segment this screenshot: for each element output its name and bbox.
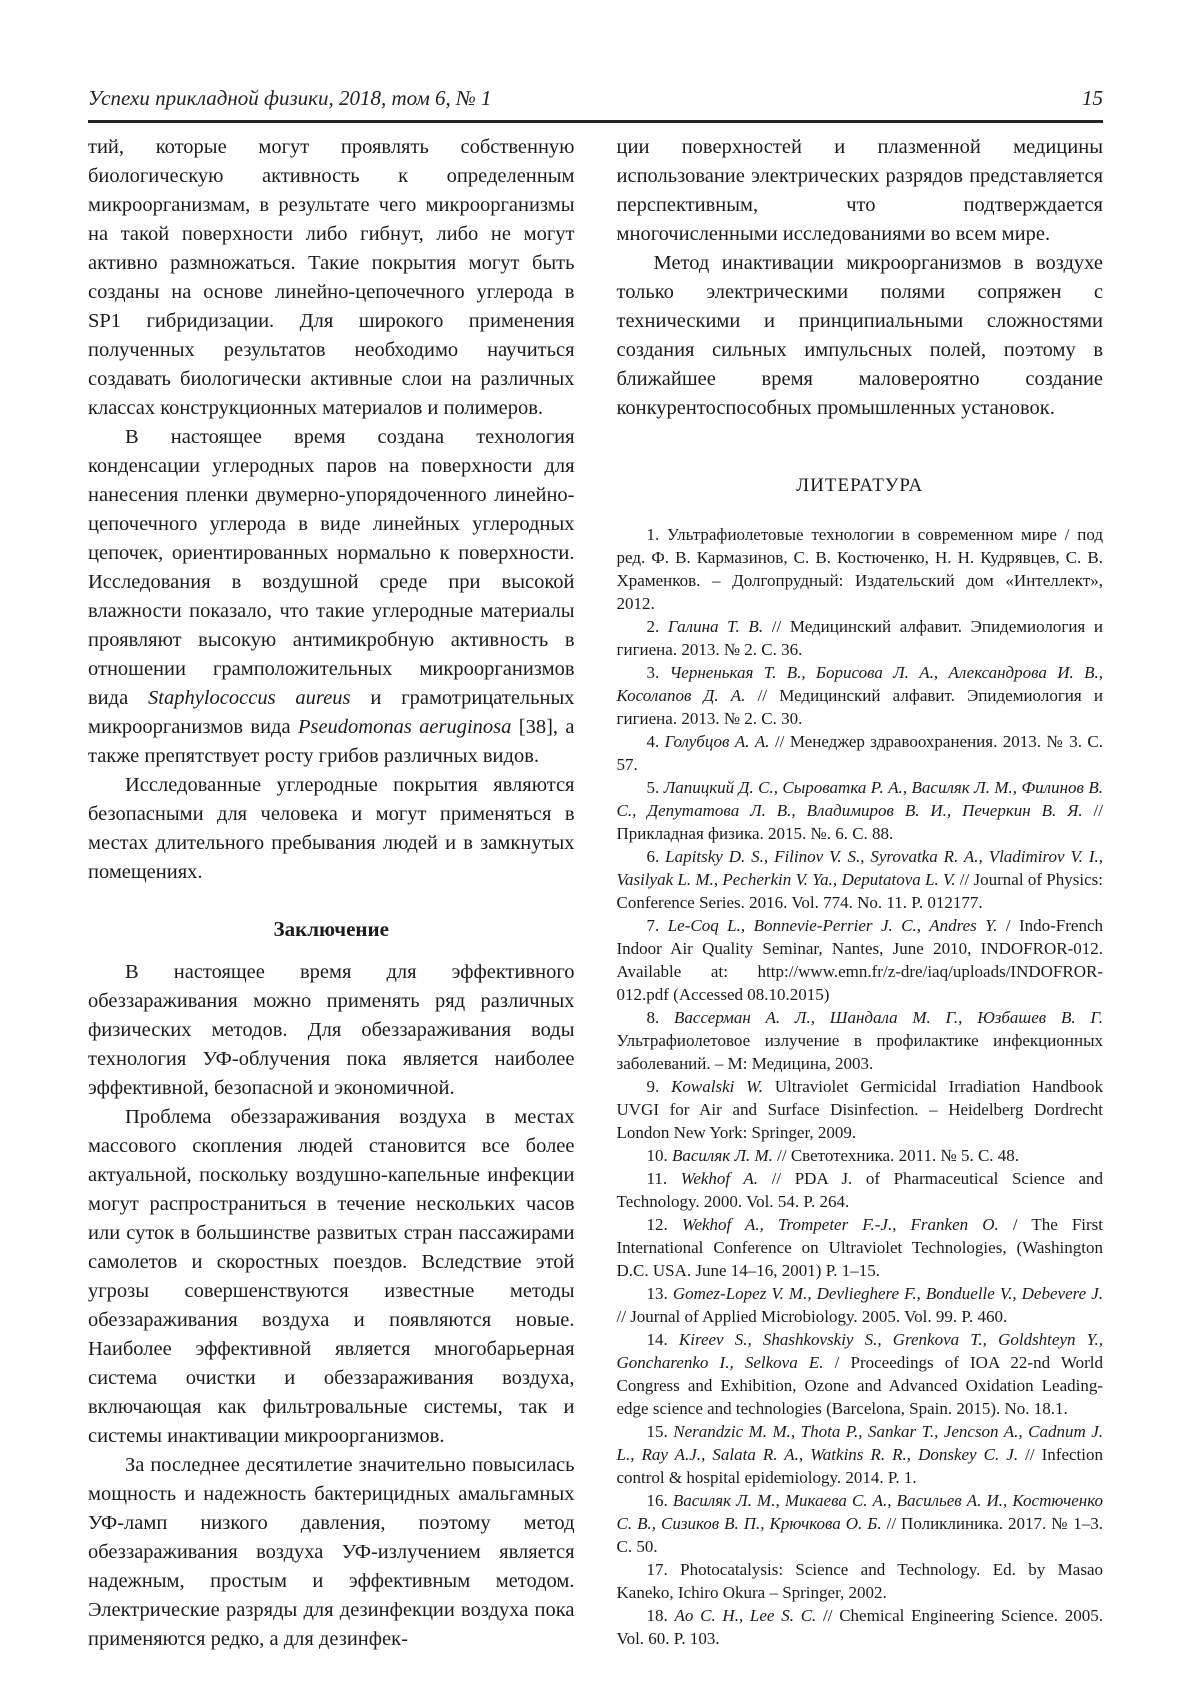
- italic-run: Вассерман А. Л., Шандала М. Г., Юзбашев В. Г.: [674, 1008, 1104, 1027]
- italic-run: Василяк Л. М., Микаева С. А., Васильев А. И., Костюченко С. В., Сизиков В. П., Крючкова О. Б.: [616, 1491, 1104, 1533]
- italic-run: Lapitsky D. S., Filinov V. S., Syrovatka R. A., Vladimirov V. I., Vasilyak L. M., Pecherkin V. Ya., Deputatova L. V.: [616, 847, 1103, 889]
- paragraph: В настоящее время создана технология конденсации углеродных паров на поверхности для нанесения пленки двумерно-упорядоченного линейно-цепочечного углерода в виде линейных углеродных цепочек, ориентированных нормально к поверхности. Исследования в воздушной среде при высокой влажности показало, что такие углеродные материалы проявляют высокую антимикробную активность в отношении грамположительных микроорганизмов вида Staphylococcus aureus и грамотрицательных микроорганизмов вида Pseudomonas aeruginosa [38], а также препятствует росту грибов различных видов.: [88, 426, 575, 767]
- italic-run: Галина Т. В.: [667, 617, 764, 636]
- reference-item: 7. Le-Coq L., Bonnevie-Perrier J. C., Andres Y. / Indo-French Indoor Air Quality Seminar, Nantes, June 2010, INDOFROR-012. Available at: http://www.emn.fr/z-dre/iaq/uploads/INDOFROR-012.pdf (Accessed 08.10.2015): [616, 916, 1103, 1004]
- italic-run: Wekhof A.: [680, 1169, 759, 1188]
- reference-item: 1. Ультрафиолетовые технологии в современном мире / под ред. Ф. В. Кармазинов, С. В. Костюченко, Н. Н. Кудрявцев, С. В. Храменков. – Долгопрудный: Издательский дом «Интеллект», 2012.: [616, 525, 1103, 613]
- page-number: 15: [1082, 86, 1103, 110]
- reference-item: 10. Василяк Л. М. // Светотехника. 2011. № 5. С. 48.: [646, 1146, 1020, 1165]
- reference-item: 15. Nerandzic M. M., Thota P., Sankar T., Jencson A., Cadnum J. L., Ray A.J., Salata R. A., Watkins R. R., Donskey C. J. // Infection control & hospital epidemiology. 2014. P. 1.: [616, 1422, 1103, 1487]
- paragraph: Метод инактивации микроорганизмов в воздухе только электрическими полями сопряжен с техническими и принципиальными сложностями создания сильных импульсных полей, поэтому в ближайшее время маловероятно создание конкурентоспособных промышленных установок.: [616, 252, 1103, 419]
- italic-run: Голубцов А. А.: [664, 732, 770, 751]
- italic-run: Nerandzic M. M., Thota P., Sankar T., Jencson A., Cadnum J. L., Ray A.J., Salata R. A., Watkins R. R., Donskey C. J.: [616, 1422, 1103, 1464]
- italic-run: Pseudomonas aeruginosa: [297, 716, 512, 738]
- reference-item: 16. Василяк Л. М., Микаева С. А., Васильев А. И., Костюченко С. В., Сизиков В. П., Крючкова О. Б. // Поликлиника. 2017. № 1–3. С. 50.: [616, 1491, 1104, 1556]
- reference-item: 4. Голубцов А. А. // Менеджер здравоохранения. 2013. № 3. С. 57.: [616, 732, 1104, 774]
- literature-heading: ЛИТЕРАТУРА: [796, 475, 924, 496]
- reference-item: 8. Вассерман А. Л., Шандала М. Г., Юзбашев В. Г. Ультрафиолетовое излучение в профилактике инфекционных заболеваний. – М: Медицина, 2003.: [616, 1008, 1104, 1073]
- italic-run: Gomez-Lopez V. M., Devlieghere F., Bonduelle V., Debevere J.: [672, 1284, 1104, 1303]
- paragraph: Исследованные углеродные покрытия являются безопасными для человека и могут применяться в местах длительного пребывания людей и в замкнутых помещениях.: [88, 774, 575, 883]
- italic-run: Kireev S., Shashkovskiy S., Grenkova T., Goldshteyn Y., Goncharenko I., Selkova E.: [616, 1330, 1104, 1372]
- reference-item: 14. Kireev S., Shashkovskiy S., Grenkova T., Goldshteyn Y., Goncharenko I., Selkova E. / Proceedings of IOA 22-nd World Congress and Exhibition, Ozone and Advanced Oxidation Leading-edge science and technologies (Barcelona, Spain. 2015). No. 18.1.: [616, 1330, 1104, 1418]
- journal-title: Успехи прикладной физики, 2018, том 6, № 1: [88, 86, 492, 110]
- reference-item: 18. Ao C. H., Lee S. C. // Chemical Engineering Science. 2005. Vol. 60. P. 103.: [616, 1606, 1103, 1648]
- section-heading: Заключение: [273, 917, 389, 941]
- reference-item: 13. Gomez-Lopez V. M., Devlieghere F., Bonduelle V., Debevere J. // Journal of Applied Microbiology. 2005. Vol. 99. P. 460.: [616, 1284, 1104, 1326]
- reference-item: 9. Kowalski W. Ultraviolet Germicidal Irradiation Handbook UVGI for Air and Surface Disinfection. – Heidelberg Dordrecht London New York: Springer, 2009.: [616, 1077, 1104, 1142]
- italic-run: Ao C. H., Lee S. C.: [674, 1606, 817, 1625]
- reference-item: 11. Wekhof A. // PDA J. of Pharmaceutical Science and Technology. 2000. Vol. 54. P. 264.: [616, 1169, 1103, 1211]
- paragraph: тий, которые могут проявлять собственную биологическую активность к определенным микроорганизмам, в результате чего микроорганизмы на такой поверхности либо гибнут, либо не могут активно размножаться. Такие покрытия могут быть созданы на основе линейно-цепочечного углерода в SP1 гибридизации. Для широкого применения полученных результатов необходимо научиться создавать биологически активные слои на различных классах конструкционных материалов и полимеров.: [88, 136, 575, 419]
- italic-run: Kowalski W.: [671, 1077, 764, 1096]
- reference-item: 2. Галина Т. В. // Медицинский алфавит. Эпидемиология и гигиена. 2013. № 2. С. 36.: [616, 617, 1103, 659]
- two-column-body: [88, 133, 1103, 1654]
- paragraph: ции поверхностей и плазменной медицины использование электрических разрядов представляется перспективным, что подтверждается многочисленными исследованиями во всем мире.: [616, 136, 1103, 245]
- paragraph: В настоящее время для эффективного обеззараживания можно применять ряд различных физических методов. Для обеззараживания воды технология УФ-облучения пока является наиболее эффективной, безопасной и экономичной.: [88, 961, 575, 1099]
- paragraph: Проблема обеззараживания воздуха в местах массового скопления людей становится все более актуальной, поскольку воздушно-капельные инфекции могут распространиться в течение нескольких часов или суток в большинстве развитых стран пассажирами самолетов и скоростных поездов. Вследствие этой угрозы совершенствуются известные методы обеззараживания воздуха и появляются новые. Наиболее эффективной является многобарьерная система очистки и обеззараживания воздуха, включающая как фильтровальные системы, так и системы инактивации микроорганизмов.: [88, 1106, 575, 1447]
- italic-run: Лапицкий Д. С., Сыроватка Р. А., Василяк Л. М., Филинов В. С., Депутатова Л. В., Владимиров В. И., Печеркин В. Я.: [616, 778, 1103, 820]
- reference-item: 6. Lapitsky D. S., Filinov V. S., Syrovatka R. A., Vladimirov V. I., Vasilyak L. M., Pecherkin V. Ya., Deputatova L. V. // Journal of Physics: Conference Series. 2016. Vol. 774. No. 11. P. 012177.: [616, 847, 1103, 912]
- reference-item: 5. Лапицкий Д. С., Сыроватка Р. А., Василяк Л. М., Филинов В. С., Депутатова Л. В., Владимиров В. И., Печеркин В. Я. // Прикладная физика. 2015. №. 6. С. 88.: [616, 778, 1104, 843]
- paragraph: За последнее десятилетие значительно повысилась мощность и надежность бактерицидных амальгамных УФ-ламп низкого давления, поэтому метод обеззараживания воздуха УФ-излучением является надежным, простым и эффективным методом. Электрические разряды для дезинфекции воздуха пока применяются редко, а для дезинфек-: [88, 1454, 575, 1650]
- left-column: [88, 133, 575, 1654]
- reference-item: 3. Черненькая Т. В., Борисова Л. А., Александрова И. В., Косолапов Д. А. // Медицинский алфавит. Эпидемиология и гигиена. 2013. № 2. С. 30.: [616, 663, 1103, 728]
- right-column: [617, 133, 1104, 1654]
- italic-run: Черненькая Т. В., Борисова Л. А., Александрова И. В., Косолапов Д. А.: [616, 663, 1103, 705]
- reference-item: 12. Wekhof A., Trompeter F.-J., Franken O. / The First International Conference on Ultraviolet Technologies, (Washington D.C. USA. June 14–16, 2001) P. 1–15.: [616, 1215, 1104, 1280]
- reference-item: 17. Photocatalysis: Science and Technology. Ed. by Masao Kaneko, Ichiro Okura – Springer, 2002.: [616, 1560, 1103, 1602]
- running-header: [88, 86, 1103, 110]
- italic-run: Wekhof A., Trompeter F.-J., Franken O.: [681, 1215, 999, 1234]
- italic-run: Василяк Л. М.: [672, 1146, 773, 1165]
- italic-run: Le-Coq L., Bonnevie-Perrier J. C., Andres Y.: [667, 916, 998, 935]
- italic-run: Staphylococcus aureus: [148, 687, 351, 709]
- header-rule: [88, 120, 1103, 123]
